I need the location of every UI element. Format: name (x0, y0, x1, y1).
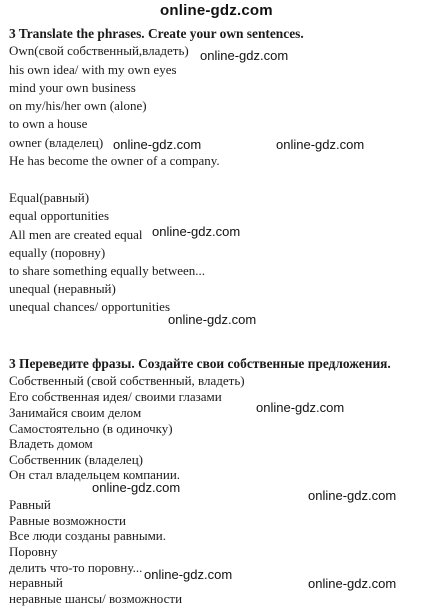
watermark: online-gdz.com (144, 567, 233, 582)
russian-equal-line: Равный (9, 497, 51, 512)
english-own-line: Own(свой собственный,владеть) (9, 43, 189, 58)
russian-own-line: Самостоятельно (в одиночку) (9, 421, 173, 436)
watermark: online-gdz.com (256, 400, 345, 415)
english-own-line: to own a house (9, 116, 88, 131)
english-equal-line: All men are created equal (9, 227, 143, 242)
watermark: online-gdz.com (168, 312, 257, 327)
english-equal-line: equally (поровну) (9, 245, 106, 260)
watermark: online-gdz.com (200, 48, 289, 63)
english-own-line: on my/his/her own (alone) (9, 98, 147, 113)
english-own-line: owner (владелец) (9, 135, 104, 150)
russian-own-line: Собственник (владелец) (9, 452, 143, 467)
russian-own-line: Владеть домом (9, 436, 93, 451)
watermark: online-gdz.com (113, 137, 202, 152)
watermark: online-gdz.com (276, 137, 365, 152)
english-own-line: He has become the owner of a company. (9, 153, 220, 168)
english-equal-line: equal opportunities (9, 208, 110, 223)
english-own-line: his own idea/ with my own eyes (9, 62, 177, 77)
watermark: online-gdz.com (308, 488, 397, 503)
russian-equal-line: Поровну (9, 544, 58, 559)
russian-own-line: Он стал владельцем компании. (9, 467, 181, 482)
english-own-line: mind your own business (9, 80, 136, 95)
russian-equal-line: делить что-то поровну... (9, 560, 143, 575)
english-equal-line: unequal chances/ opportunities (9, 299, 171, 314)
watermark: online-gdz.com (92, 480, 181, 495)
watermark: online-gdz.com (152, 224, 241, 239)
russian-equal-line: Все люди созданы равными. (9, 528, 167, 543)
english-equal-line: unequal (неравный) (9, 281, 116, 296)
russian-equal-line: неравные шансы/ возможности (9, 591, 183, 606)
russian-equal-line: неравный (9, 575, 63, 590)
russian-own-line: Занимайся своим делом (9, 405, 142, 420)
russian-heading: 3 Переведите фразы. Создайте свои собственные предложения. (9, 356, 391, 371)
russian-own-line: Собственный (свой собственный, владеть) (9, 373, 245, 388)
russian-own-line: Его собственная идея/ своими глазами (9, 389, 222, 404)
russian-equal-line: Равные возможности (9, 513, 126, 528)
watermark: online-gdz.com (308, 576, 397, 591)
watermark-top: online-gdz.com (160, 2, 273, 19)
english-equal-line: Equal(равный) (9, 190, 90, 205)
english-heading: 3 Translate the phrases. Create your own sentences. (9, 26, 304, 41)
english-equal-line: to share something equally between... (9, 263, 206, 278)
